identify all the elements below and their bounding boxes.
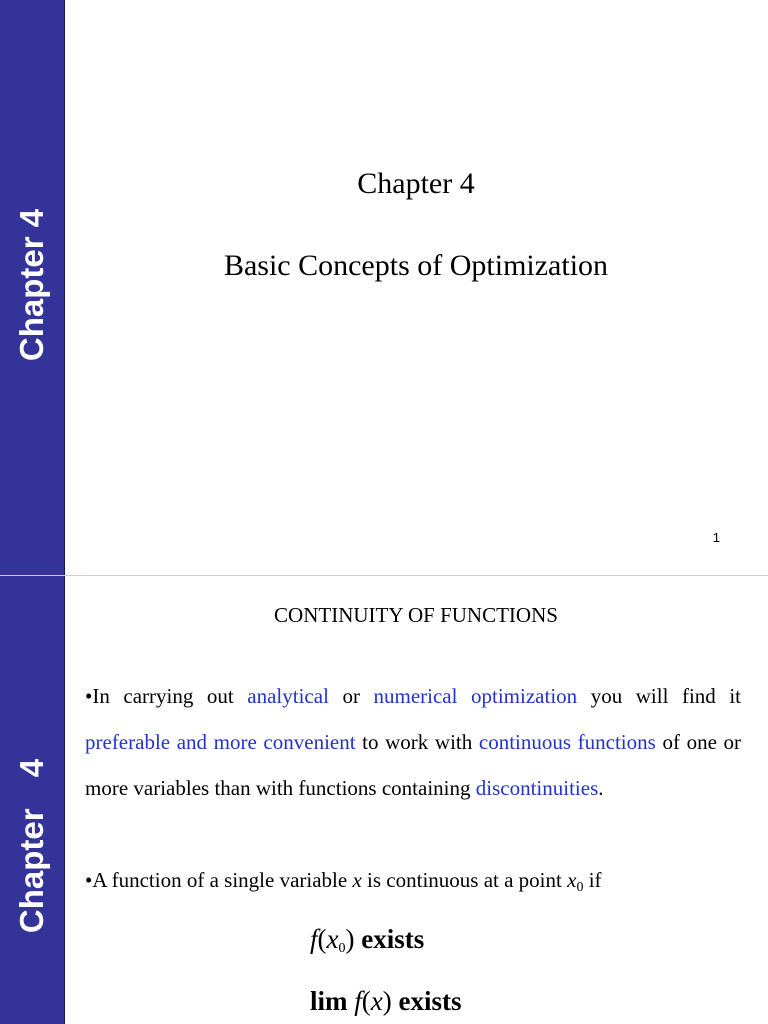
text-run: A function of a single variable bbox=[92, 868, 353, 892]
section-heading: CONTINUITY OF FUNCTIONS bbox=[274, 603, 558, 627]
highlight-numerical-optimization: numerical optimization bbox=[373, 684, 578, 708]
chapter-sidebar bbox=[0, 576, 65, 1024]
formula-text: exists bbox=[354, 924, 425, 954]
formula-variable: x bbox=[370, 986, 383, 1016]
formula-subscript: 0 bbox=[338, 941, 346, 956]
formula-limit-exists bbox=[310, 986, 462, 1017]
variable-x: x bbox=[352, 868, 362, 892]
text-run: In carrying out bbox=[92, 684, 248, 708]
subscript: 0 bbox=[576, 880, 584, 895]
sidebar-chapter-label: Chapter 4 bbox=[13, 758, 50, 934]
formula-f-x0-exists bbox=[310, 924, 424, 955]
text-run: you will find it bbox=[577, 684, 741, 708]
highlight-continuous-functions: continuous functions bbox=[478, 730, 656, 754]
text-run: . bbox=[598, 776, 604, 800]
page-number: 1 bbox=[712, 530, 720, 545]
variable-x0: x bbox=[567, 868, 577, 892]
text-run: to work with bbox=[355, 730, 479, 754]
paragraph-continuity-definition bbox=[85, 857, 741, 903]
chapter-title: Chapter 4 bbox=[357, 167, 475, 200]
formula-paren: ( bbox=[361, 986, 371, 1016]
formula-paren: ( bbox=[317, 924, 327, 954]
highlight-analytical: analytical bbox=[247, 684, 329, 708]
formula-variable: x bbox=[326, 924, 339, 954]
chapter-subtitle: Basic Concepts of Optimization bbox=[223, 249, 609, 282]
formula-paren: ) bbox=[382, 986, 392, 1016]
formula-paren: ) bbox=[345, 924, 355, 954]
slide-2 bbox=[0, 576, 768, 1024]
paragraph-continuity-intro bbox=[85, 673, 741, 811]
text-run: or bbox=[328, 684, 374, 708]
formula-text: exists bbox=[391, 986, 462, 1016]
text-run: is continuous at a point bbox=[361, 868, 568, 892]
formula-lim: lim bbox=[310, 986, 355, 1016]
sidebar-chapter-label: Chapter 4 bbox=[13, 208, 50, 362]
highlight-preferable: preferable and more convenient bbox=[85, 730, 356, 754]
bullet: • bbox=[85, 684, 93, 708]
bullet: • bbox=[85, 868, 93, 892]
formula-function: f bbox=[354, 986, 362, 1016]
text-run: of one or more variables than with functions containing bbox=[85, 730, 741, 800]
chapter-sidebar bbox=[0, 0, 65, 576]
text-run: if bbox=[583, 868, 602, 892]
highlight-discontinuities: discontinuities bbox=[475, 776, 599, 800]
formula-function: f bbox=[310, 924, 318, 954]
